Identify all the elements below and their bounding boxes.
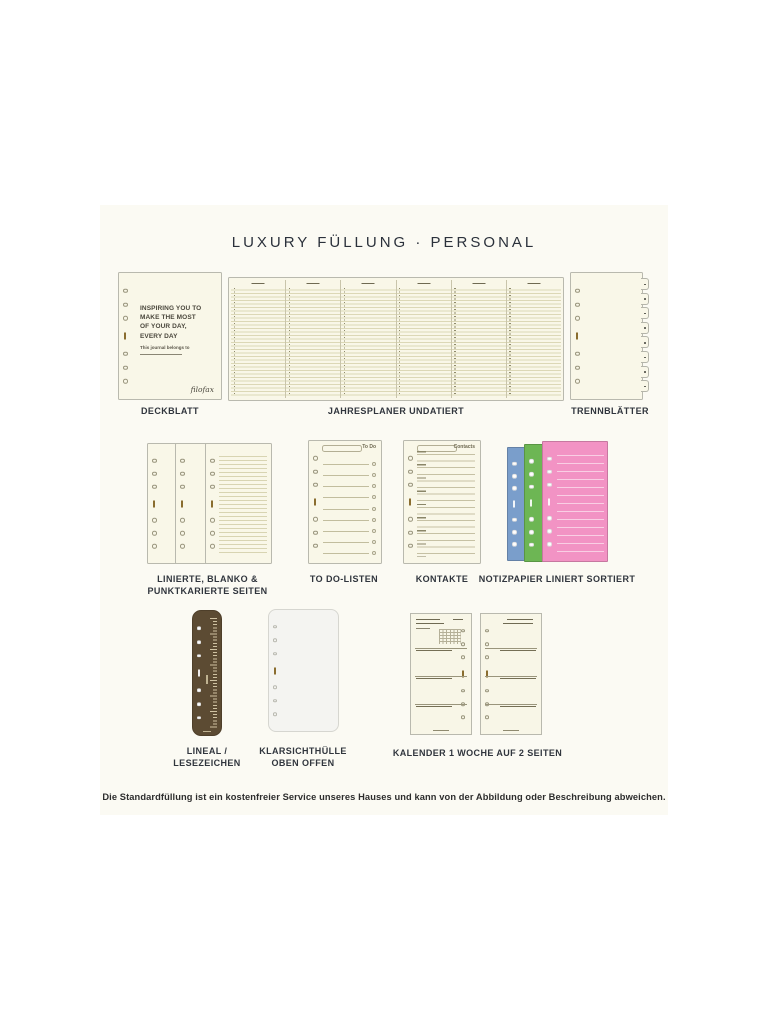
punch-holes <box>150 444 160 563</box>
planner-month-column <box>506 280 561 398</box>
punch-hole <box>210 531 215 536</box>
todo-row <box>323 456 376 467</box>
divider-tab <box>641 336 649 348</box>
punch-hole <box>313 530 318 535</box>
deckblatt-label: DECKBLATT <box>141 406 199 416</box>
cover-write-line <box>140 354 182 355</box>
punch-holes <box>195 611 205 735</box>
punch-hole <box>180 544 185 549</box>
ruler-brand-mark <box>206 675 208 684</box>
planner-month-column <box>285 280 340 398</box>
calendar-right-page <box>480 613 542 735</box>
punch-hole <box>313 469 318 474</box>
planner-ruled-lines <box>231 287 285 396</box>
lineal-label-line2: LESEZEICHEN <box>173 757 241 768</box>
day-sections <box>411 614 471 734</box>
punch-hole <box>210 458 215 463</box>
calendar-left-page <box>410 613 472 735</box>
todo-title-box <box>322 445 362 452</box>
trennblaetter-sheet <box>570 272 643 400</box>
punch-hole <box>210 544 215 549</box>
punch-slot <box>409 499 411 506</box>
planner-ruled-lines <box>397 287 451 396</box>
divider-tab <box>641 322 649 334</box>
punch-hole <box>152 518 157 523</box>
punch-hole <box>152 485 157 490</box>
punch-hole <box>197 627 201 631</box>
punch-hole <box>408 456 413 461</box>
punch-hole <box>180 485 185 490</box>
jahresplaner-label: JAHRESPLANER UNDATIERT <box>327 406 465 416</box>
punch-slot <box>198 670 200 677</box>
todo-row <box>323 512 376 523</box>
disclaimer-text: Die Standardfüllung ist ein kostenfreier Service unseres Hauses und kann von der Abbildung oder Beschreibung abweichen. <box>102 792 666 802</box>
punch-hole <box>529 472 534 477</box>
planner-ruled-lines <box>286 287 340 396</box>
planner-month-header <box>231 280 285 287</box>
divider-tabs <box>571 273 642 399</box>
punch-hole <box>210 485 215 490</box>
planner-month-header <box>452 280 506 287</box>
planner-ruled-lines <box>507 287 561 396</box>
punch-slot <box>124 333 126 340</box>
huelle-label <box>243 746 363 769</box>
punch-holes <box>178 444 188 563</box>
todo-sheet <box>308 440 382 564</box>
punch-hole <box>152 458 157 463</box>
cover-quote-text: INSPIRING YOU TO MAKE THE MOST OF YOUR DAY, EVERY DAY <box>140 305 202 340</box>
punch-holes <box>311 441 321 563</box>
punch-hole <box>273 686 277 690</box>
todo-label: TO DO-LISTEN <box>309 574 379 584</box>
todo-row <box>323 500 376 511</box>
ruler-bookmark <box>192 610 222 736</box>
punch-hole <box>512 474 517 479</box>
punch-holes <box>527 445 537 561</box>
kontakte-label: KONTAKTE <box>415 574 469 584</box>
page-title: LUXURY FÜLLUNG · PERSONAL <box>231 234 537 251</box>
calendar-day-divider <box>485 648 537 649</box>
planner-ruled-lines <box>341 287 395 396</box>
punch-slot <box>314 499 316 506</box>
punch-hole <box>152 544 157 549</box>
punch-hole <box>123 365 128 370</box>
planner-month-header <box>397 280 451 287</box>
planner-month-header <box>286 280 340 287</box>
punch-holes <box>271 610 281 731</box>
punch-holes <box>510 448 520 560</box>
punch-hole <box>313 456 318 461</box>
trennblaetter-label: TRENNBLÄTTER <box>571 406 649 416</box>
punch-hole <box>210 472 215 477</box>
ruler-footer-mark <box>203 731 211 732</box>
lineal-label-line1: LINEAL / <box>186 746 228 756</box>
punch-slot <box>211 500 213 507</box>
punch-hole <box>408 517 413 522</box>
ruler-major-ticks <box>210 618 217 728</box>
punch-hole <box>123 288 128 293</box>
kontakte-sheet <box>403 440 481 564</box>
punch-hole <box>180 531 185 536</box>
punch-hole <box>197 654 201 658</box>
punch-holes <box>406 441 416 563</box>
punch-hole <box>197 716 201 720</box>
punch-hole <box>123 302 128 307</box>
seiten-label <box>125 574 290 597</box>
punch-hole <box>512 530 517 535</box>
punch-hole <box>152 472 157 477</box>
punch-hole <box>313 483 318 488</box>
punch-hole <box>273 625 277 629</box>
planner-month-column <box>340 280 395 398</box>
ruled-lines <box>557 448 604 557</box>
calendar-day-divider <box>485 676 537 677</box>
punch-hole <box>273 639 277 643</box>
huelle-label-line1: KLARSICHTHÜLLE <box>259 746 347 756</box>
punch-hole <box>547 456 552 461</box>
punch-hole <box>273 652 277 656</box>
punch-slot <box>181 500 183 507</box>
punch-hole <box>529 517 534 522</box>
divider-tab <box>641 278 649 290</box>
notepaper-pink-sheet <box>542 441 608 562</box>
planner-columns <box>231 280 561 398</box>
punch-hole <box>313 544 318 549</box>
brand-logo: filofax <box>190 385 214 394</box>
planner-month-header <box>341 280 395 287</box>
contacts-header-text: Contacts <box>453 444 475 450</box>
punch-hole <box>547 529 552 534</box>
todo-rows <box>323 456 376 556</box>
punch-hole <box>210 518 215 523</box>
punch-slot <box>530 500 532 507</box>
todo-row <box>323 467 376 478</box>
punch-hole <box>512 517 517 522</box>
calendar-day-divider <box>485 704 537 705</box>
planner-month-column <box>451 280 506 398</box>
punch-hole <box>529 530 534 535</box>
punch-hole <box>152 531 157 536</box>
punch-hole <box>273 699 277 703</box>
punch-hole <box>547 470 552 475</box>
seiten-label-line1: LINIERTE, BLANKO & <box>157 574 258 584</box>
punch-hole <box>197 689 201 693</box>
divider-tab <box>641 380 649 392</box>
punch-hole <box>547 516 552 521</box>
day-sections <box>481 614 541 734</box>
punch-hole <box>180 472 185 477</box>
divider-tab <box>641 366 649 378</box>
lineal-label <box>157 746 257 769</box>
todo-row <box>323 523 376 534</box>
punch-slot <box>548 498 550 505</box>
notizpapier-label: NOTIZPAPIER LINIERT SORTIERT <box>478 574 636 584</box>
ruled-lines <box>219 453 267 556</box>
punch-hole <box>529 485 534 490</box>
planner-ruled-lines <box>452 287 506 396</box>
divider-tab <box>641 307 649 319</box>
seiten-label-line2: PUNKTKARIERTE SEITEN <box>147 585 268 596</box>
punch-holes <box>121 273 131 399</box>
punch-hole <box>529 543 534 548</box>
punch-slot <box>274 667 276 674</box>
punch-hole <box>123 379 128 384</box>
punch-hole <box>529 459 534 464</box>
calendar-day-divider <box>415 648 467 649</box>
contact-field-labels <box>417 451 426 557</box>
calendar-day-divider <box>415 676 467 677</box>
punch-hole <box>547 542 552 547</box>
punch-slot <box>153 500 155 507</box>
punch-holes <box>545 442 555 561</box>
deckblatt-sheet <box>118 272 222 400</box>
punch-hole <box>197 702 201 706</box>
planner-month-header <box>507 280 561 287</box>
punch-hole <box>512 486 517 491</box>
punch-hole <box>408 469 413 474</box>
todo-row <box>323 534 376 545</box>
calendar-day-divider <box>415 704 467 705</box>
punch-hole <box>408 483 413 488</box>
cover-ownership-text: This journal belongs to <box>140 345 190 350</box>
todo-row <box>323 545 376 556</box>
punch-hole <box>408 544 413 549</box>
huelle-label-line2: OBEN OFFEN <box>271 757 335 768</box>
liniert-sheet <box>205 443 272 564</box>
clear-pocket <box>268 609 339 732</box>
punch-hole <box>512 542 517 547</box>
todo-row <box>323 478 376 489</box>
punch-hole <box>197 640 201 644</box>
punch-slot <box>513 501 515 508</box>
punch-holes <box>208 444 218 563</box>
todo-row <box>323 489 376 500</box>
punch-hole <box>123 351 128 356</box>
divider-tab <box>641 293 649 305</box>
todo-header-text: To Do <box>362 444 376 450</box>
kalender-label: KALENDER 1 WOCHE AUF 2 SEITEN <box>392 748 563 758</box>
punch-hole <box>123 316 128 321</box>
planner-month-column <box>231 280 285 398</box>
planner-month-column <box>396 280 451 398</box>
divider-tab <box>641 351 649 363</box>
punch-hole <box>273 712 277 716</box>
punch-hole <box>180 518 185 523</box>
jahresplaner-sheet <box>228 277 564 401</box>
punch-hole <box>180 458 185 463</box>
punch-hole <box>512 461 517 466</box>
punch-hole <box>547 483 552 488</box>
punch-hole <box>408 530 413 535</box>
punch-hole <box>313 517 318 522</box>
